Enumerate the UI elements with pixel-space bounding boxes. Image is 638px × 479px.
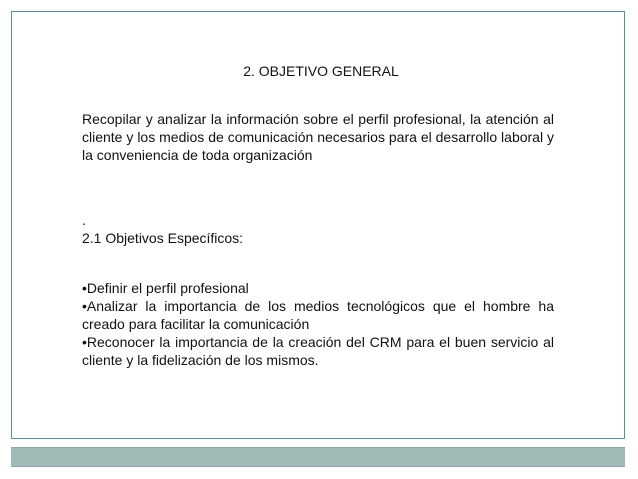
- footer-bar: [11, 447, 625, 467]
- bullet-item-3: •Reconocer la importancia de la creación del CRM para el buen servicio al cliente y la fidelización de los mismos.: [82, 334, 554, 368]
- separator-dot: .: [82, 212, 86, 228]
- general-objective-text: Recopilar y analizar la información sobre el perfil profesional, la atención al cliente y los medios de comunicación necesarios para el desarrollo laboral y la conveniencia de toda organización: [82, 111, 554, 163]
- bullet-item-1: •Definir el perfil profesional: [82, 280, 249, 296]
- specific-objectives-heading: 2.1 Objetivos Específicos:: [82, 230, 244, 246]
- slide-title: 2. OBJETIVO GENERAL: [243, 63, 399, 79]
- bullet-item-2: •Analizar la importancia de los medios tecnológicos que el hombre ha creado para facilitar la comunicación: [82, 298, 554, 332]
